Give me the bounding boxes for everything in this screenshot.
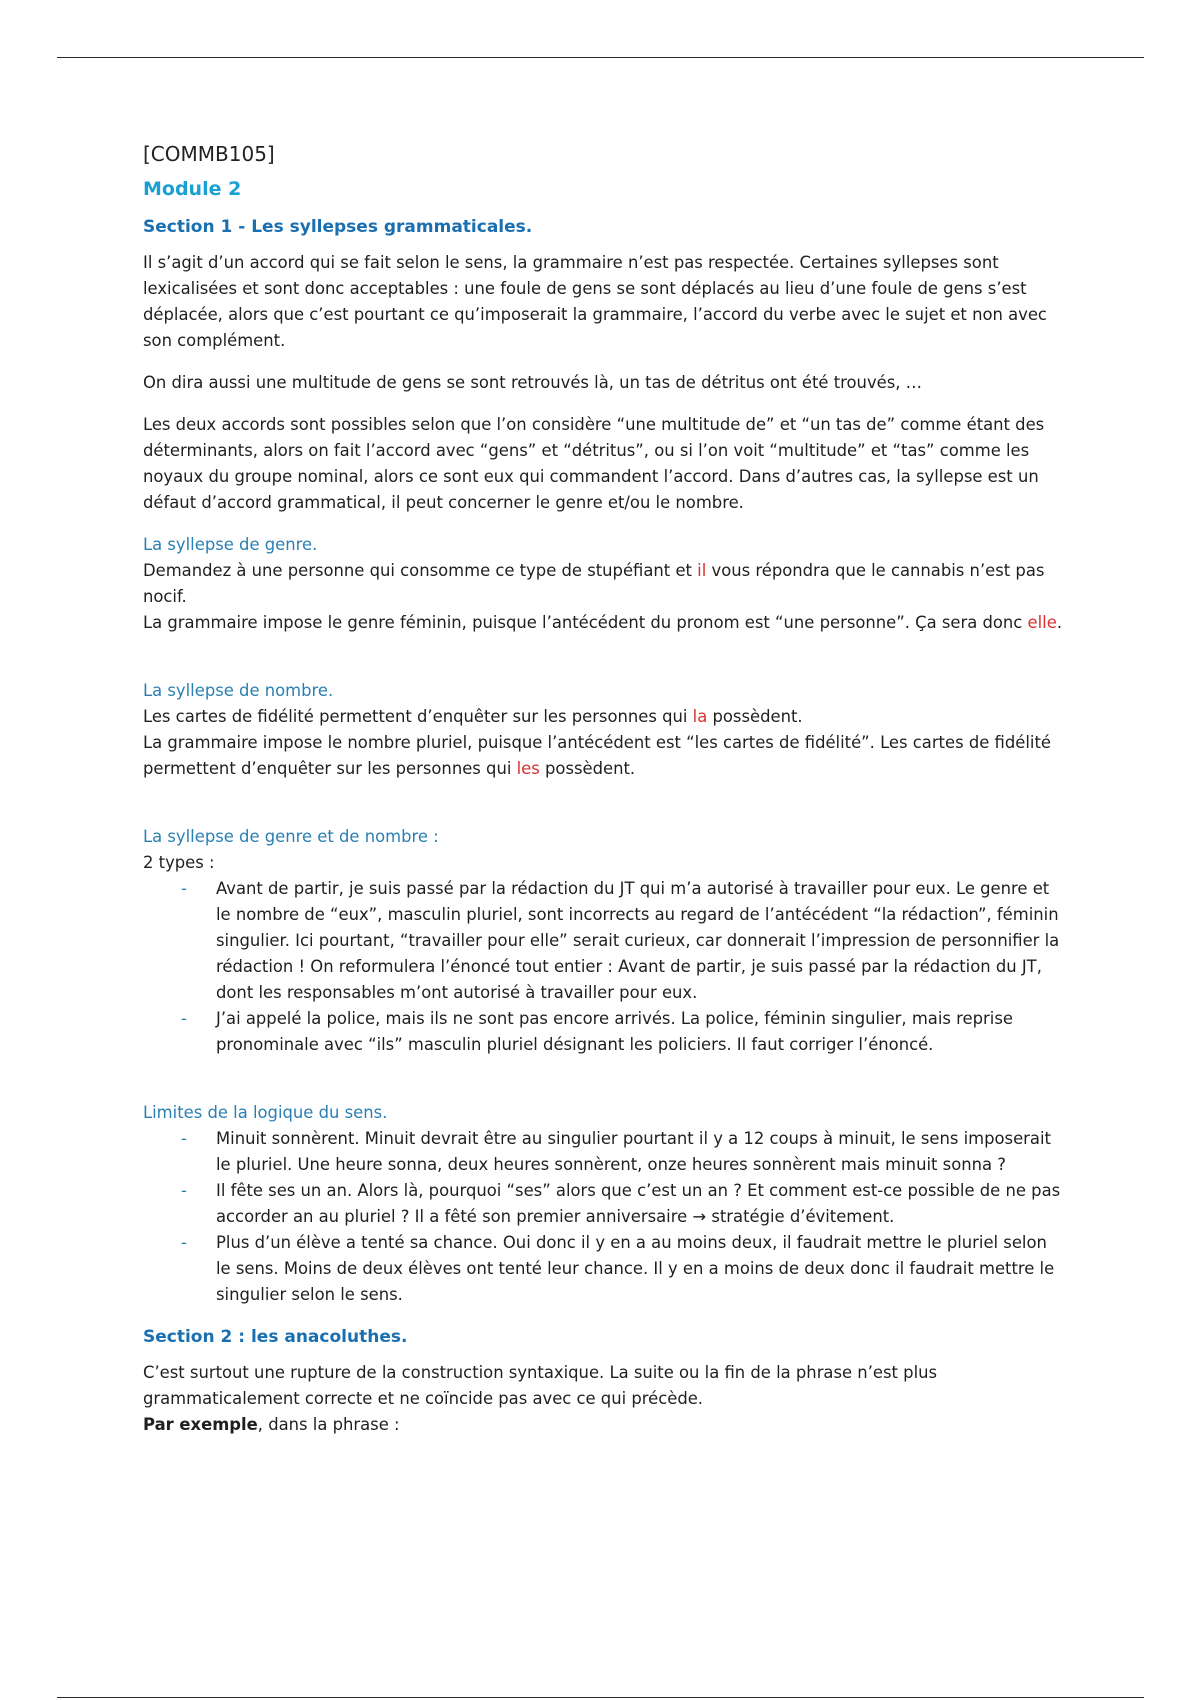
bottom-rule <box>57 1697 1144 1698</box>
syllepse-nombre-heading: La syllepse de nombre. <box>143 681 334 700</box>
highlighted-pronoun: la <box>692 707 708 726</box>
highlighted-pronoun: les <box>516 759 540 778</box>
course-code: [COMMB105] <box>143 142 275 166</box>
syllepse-genre-block <box>143 532 1063 636</box>
syllepse-nombre-block <box>143 678 1063 782</box>
syllepse-genre-nombre-heading: La syllepse de genre et de nombre : <box>143 827 439 846</box>
section-2-title: Section 2 : les anacoluthes. <box>143 1327 408 1347</box>
genre-nombre-list <box>143 876 1063 1058</box>
list-item: - Plus d’un élève a tenté sa chance. Oui donc il y en a au moins deux, il faudrait mettre le pluriel selon le sens. Moins de deux élèves ont tenté leur chance. Il y en a moins de deux donc il faudrait mettre le singulier selon le sens. <box>143 1230 1063 1308</box>
highlighted-pronoun: elle <box>1027 613 1057 632</box>
syllepse-genre-heading: La syllepse de genre. <box>143 535 318 554</box>
section-2-example-line: Par exemple, dans la phrase : <box>143 1415 400 1434</box>
syllepse-genre-nombre-block <box>143 824 1063 1058</box>
limites-list <box>143 1126 1063 1308</box>
document-page <box>143 140 1063 1438</box>
syllepse-genre-explanation: La grammaire impose le genre féminin, puisque l’antécédent du pronom est “une personne”. Ça sera donc elle. <box>143 613 1063 632</box>
list-item: - Il fête ses un an. Alors là, pourquoi “ses” alors que c’est un an ? Et comment est-ce possible de ne pas accorder an au pluriel ? Il a fêté son premier anniversaire → stratégie d’évitement. <box>143 1178 1063 1230</box>
syllepse-genre-example: Demandez à une personne qui consomme ce type de stupéfiant et il vous répondra que le cannabis n’est pas nocif. <box>143 561 1045 606</box>
section-1-paragraph-2: On dira aussi une multitude de gens se sont retrouvés là, un tas de détritus ont été trouvés, … <box>143 373 923 392</box>
section-1-title: Section 1 - Les syllepses grammaticales. <box>143 217 533 237</box>
limites-block <box>143 1100 1063 1308</box>
list-item: - Avant de partir, je suis passé par la rédaction du JT qui m’a autorisé à travailler pour eux. Le genre et le nombre de “eux”, masculin pluriel, sont incorrects au regard de l’antécédent “la rédaction”, féminin singulier. Ici pourtant, “travailler pour elle” serait curieux, car donnerait l’impression de personnifier la rédaction ! On reformulera l’énoncé tout entier : Avant de partir, je suis passé par la rédaction du JT, dont les responsables m’ont autorisé à travailler pour eux. <box>143 876 1063 1006</box>
section-1-paragraph-1: Il s’agit d’un accord qui se fait selon le sens, la grammaire n’est pas respectée. Certaines syllepses sont lexicalisées et sont donc acceptables : une foule de gens se sont déplacés au lieu d’une foule de gens s’est déplacée, alors que c’est pourtant ce qu’imposerait la grammaire, l’accord du verbe avec le sujet et non avec son complément. <box>143 253 1047 350</box>
section-2-paragraph: C’est surtout une rupture de la construction syntaxique. La suite ou la fin de la phrase n’est plus grammaticalement correcte et ne coïncide pas avec ce qui précède. <box>143 1363 938 1408</box>
limites-heading: Limites de la logique du sens. <box>143 1103 388 1122</box>
syllepse-nombre-explanation: La grammaire impose le nombre pluriel, puisque l’antécédent est “les cartes de fidélité”. Les cartes de fidélité permettent d’enquêter sur les personnes qui les possèdent. <box>143 733 1051 778</box>
list-item: - Minuit sonnèrent. Minuit devrait être au singulier pourtant il y a 12 coups à minuit, le sens imposerait le pluriel. Une heure sonna, deux heures sonnèrent, onze heures sonnèrent mais minuit sonna ? <box>143 1126 1063 1178</box>
list-item: - J’ai appelé la police, mais ils ne sont pas encore arrivés. La police, féminin singulier, mais reprise pronominale avec “ils” masculin pluriel désignant les policiers. Il faut corriger l’énoncé. <box>143 1006 1063 1058</box>
types-intro: 2 types : <box>143 853 215 872</box>
top-rule <box>57 57 1144 58</box>
highlighted-pronoun: il <box>697 561 707 580</box>
module-title: Module 2 <box>143 178 242 200</box>
section-1-paragraph-3: Les deux accords sont possibles selon que l’on considère “une multitude de” et “un tas de” comme étant des déterminants, alors on fait l’accord avec “gens” et “détritus”, ou si l’on voit “multitude” et “tas” comme les noyaux du groupe nominal, alors ce sont eux qui commandent l’accord. Dans d’autres cas, la syllepse est un défaut d’accord grammatical, il peut concerner le genre et/ou le nombre. <box>143 415 1045 512</box>
syllepse-nombre-example: Les cartes de fidélité permettent d’enquêter sur les personnes qui la possèdent. <box>143 707 803 726</box>
